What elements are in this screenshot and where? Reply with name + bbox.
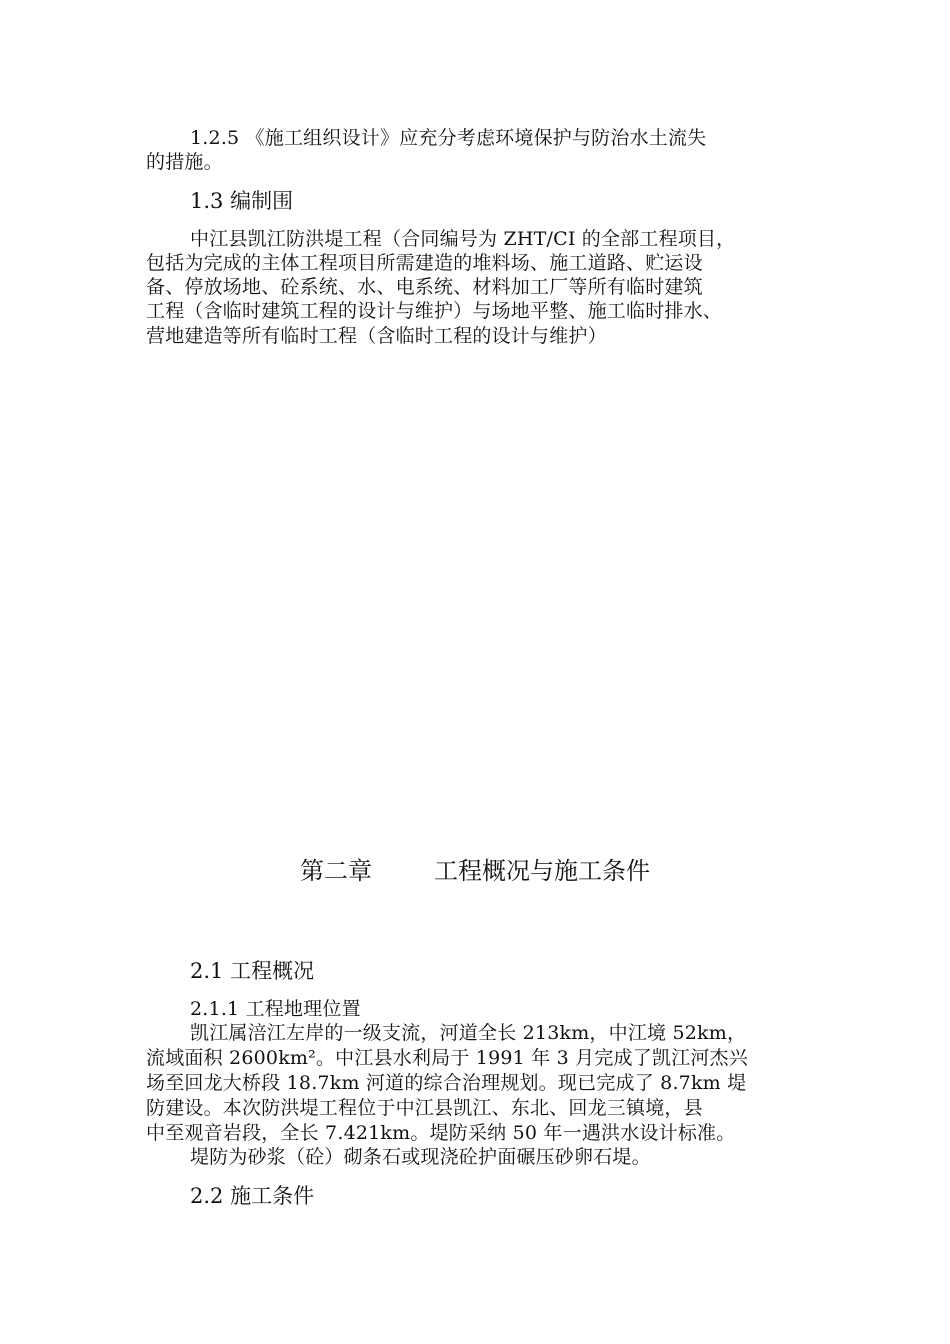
section-1-3-line-2: 包括为完成的主体工程项目所需建造的堆料场、施工道路、贮运设 bbox=[146, 252, 703, 274]
chapter-name: 工程概况与施工条件 bbox=[434, 857, 650, 885]
chapter-title bbox=[300, 856, 650, 886]
section-2-1-line-2: 流域面积 2600km²。中江县水利局于 1991 年 3 月完成了凯江河杰兴 bbox=[146, 1047, 748, 1069]
section-1-2-5-line-1: 1.2.5 《施工组织设计》应充分考虑环境保护与防治水土流失 bbox=[190, 127, 707, 149]
section-2-1-line-3: 场至回龙大桥段 18.7km 河道的综合治理规划。现已完成了 8.7km 堤 bbox=[146, 1072, 747, 1094]
section-1-3-line-1: 中江县凯江防洪堤工程（合同编号为 ZHT/CⅠ 的全部工程项目， bbox=[190, 228, 736, 250]
section-1-3-line-4: 工程（含临时建筑工程的设计与维护）与场地平整、施工临时排水、 bbox=[146, 300, 723, 322]
section-2-1-line-1: 凯江属涪江左岸的一级支流，河道全长 213km，中江境 52km， bbox=[190, 1022, 747, 1044]
section-2-1-1-subheading: 2.1.1 工程地理位置 bbox=[190, 998, 361, 1020]
section-2-1-heading: 2.1 工程概况 bbox=[190, 959, 315, 983]
section-1-3-heading: 1.3 编制围 bbox=[190, 189, 294, 213]
section-1-2-5-line-2: 的措施。 bbox=[146, 151, 223, 173]
section-2-1-line-4: 防建设。本次防洪堤工程位于中江县凯江、东北、回龙三镇境，县 bbox=[146, 1097, 703, 1119]
section-2-2-heading: 2.2 施工条件 bbox=[190, 1184, 315, 1208]
section-1-3-line-5: 营地建造等所有临时工程（含临时工程的设计与维护） bbox=[146, 325, 607, 347]
section-2-1-line-6: 堤防为砂浆（砼）砌条石或现浇砼护面碾压砂卵石堤。 bbox=[190, 1146, 651, 1168]
section-2-1-line-5: 中至观音岩段，全长 7.421km。堤防采纳 50 年一遇洪水设计标准。 bbox=[146, 1122, 736, 1144]
section-1-3-line-3: 备、停放场地、砼系统、水、电系统、材料加工厂等所有临时建筑 bbox=[146, 276, 703, 298]
chapter-number: 第二章 bbox=[300, 857, 372, 885]
